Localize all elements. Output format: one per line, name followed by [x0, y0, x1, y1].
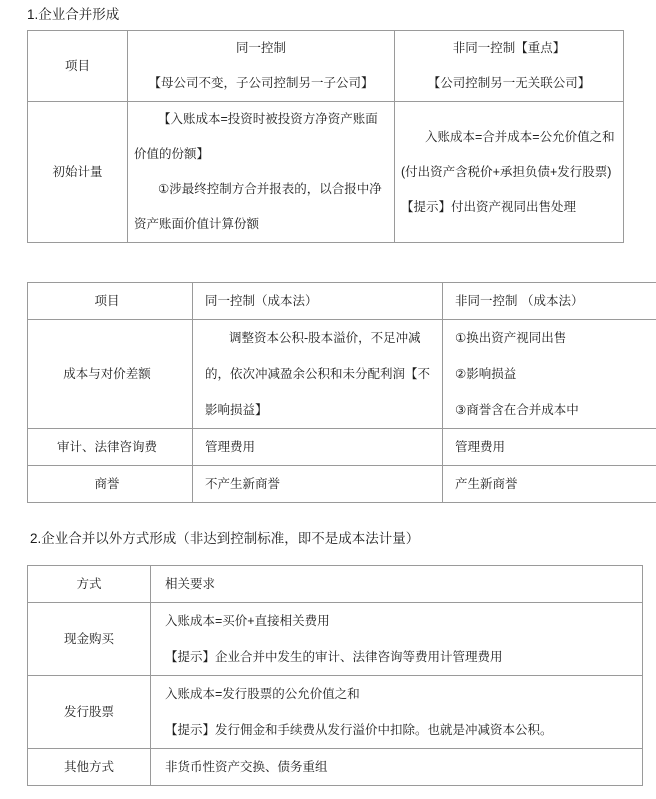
- table3-row-label-text: 现金购买: [63, 632, 114, 646]
- table2-cell-diff-control-p1: 产生新商誉: [455, 477, 518, 491]
- table3-cell-issue-shares-p1: 入账成本=发行股票的公允价值之和: [165, 687, 360, 701]
- table3-header-method-label: 方式: [76, 577, 102, 591]
- table2-header-diff-control: [443, 283, 656, 320]
- section-heading-1: 1.企业合并形成: [27, 7, 120, 22]
- table2-cell-same-control-p1: 不产生新商誉: [205, 477, 281, 491]
- table2-cell-diff-control-goodwill: [443, 466, 656, 503]
- table3-cell-issue-shares: [151, 676, 643, 749]
- table-row: [28, 283, 656, 320]
- table3-cell-other-methods: [151, 749, 643, 786]
- table2-cell-same-control-goodwill: [193, 466, 443, 503]
- table2-header-item: [28, 283, 193, 320]
- table1-row-label-initial-measurement: [28, 102, 128, 243]
- table1-cell-diff-control-initial: [395, 102, 624, 243]
- table1-header-item-label: 项目: [64, 58, 90, 73]
- table1-header-diff-control: [395, 31, 624, 102]
- table3-row-label-cash-purchase: [28, 603, 151, 676]
- table2-cell-diff-control-p3: ③商誉含在合并成本中: [455, 403, 579, 417]
- table2-cell-same-control-p1: 管理费用: [205, 440, 256, 454]
- table2-cell-same-control-audit-legal-fee: [193, 429, 443, 466]
- table3-row-label-issue-shares: [28, 676, 151, 749]
- table3-cell-issue-shares-p2: 【提示】发行佣金和手续费从发行溢价中扣除。也就是冲减资本公积。: [165, 723, 553, 737]
- table2-cell-diff-control-p1: ①换出资产视同出售: [455, 331, 567, 345]
- table-business-combination: [27, 30, 624, 243]
- table2-row-label-goodwill: [28, 466, 193, 503]
- table2-row-label-text: 成本与对价差额: [63, 367, 151, 381]
- section-heading-2: 2.企业合并以外方式形成（非达到控制标准，即不是成本法计量）: [30, 531, 420, 546]
- table2-row-label-text: 审计、法律咨询费: [56, 440, 157, 454]
- table2-row-label-text: 商誉: [94, 477, 120, 491]
- table-row: [28, 31, 624, 102]
- table3-row-label-text: 其他方式: [63, 760, 114, 774]
- table1-header-same-control-line2: 【母公司不变，子公司控制另一子公司】: [148, 76, 374, 90]
- table1-cell-same-control-p1: 【入账成本=投资时被投资方净资产账面价值的份额】: [134, 112, 378, 161]
- table-row: [28, 102, 624, 243]
- table-row: [28, 320, 656, 429]
- table1-header-diff-control-line1: 非同一控制【重点】: [452, 41, 566, 55]
- table2-cell-same-control-cost-difference: [193, 320, 443, 429]
- table-row: [28, 466, 656, 503]
- table2-header-item-label: 项目: [94, 294, 120, 308]
- table2-row-label-cost-difference: [28, 320, 193, 429]
- table-row: [28, 429, 656, 466]
- table1-row-label-text: 初始计量: [52, 164, 103, 179]
- table2-header-same-control-label: 同一控制（成本法）: [205, 294, 318, 308]
- table3-cell-other-methods-p1: 非货币性资产交换、债务重组: [165, 760, 328, 774]
- table3-cell-cash-purchase: [151, 603, 643, 676]
- table-row: [28, 749, 643, 786]
- table-row: [28, 603, 643, 676]
- table3-header-requirement-label: 相关要求: [165, 577, 216, 591]
- table2-row-label-audit-legal-fee: [28, 429, 193, 466]
- table2-cell-diff-control-p2: ②影响损益: [455, 367, 517, 381]
- table1-cell-same-control-p2: ①涉最终控制方合并报表的，以合报中净资产账面价值计算份额: [134, 182, 382, 231]
- table1-header-diff-control-line2: 【公司控制另一无关联公司】: [427, 76, 591, 90]
- table2-cell-diff-control-cost-difference: [443, 320, 656, 429]
- table2-cell-diff-control-p1: 管理费用: [455, 440, 506, 454]
- table1-cell-diff-control-p1: 入账成本=合并成本=公允价值之和 (付出资产含税价+承担负债+发行股票): [401, 129, 615, 179]
- table1-header-same-control-line1: 同一控制: [235, 41, 286, 55]
- table1-cell-diff-control-p2: 【提示】付出资产视同出售处理: [401, 199, 577, 214]
- table2-cell-diff-control-audit-legal-fee: [443, 429, 656, 466]
- table-row: [28, 676, 643, 749]
- table2-header-diff-control-label: 非同一控制 （成本法）: [455, 294, 584, 308]
- table3-row-label-other-methods: [28, 749, 151, 786]
- table3-header-method: [28, 566, 151, 603]
- table3-header-requirement: [151, 566, 643, 603]
- table1-header-item: [28, 31, 128, 102]
- table1-cell-same-control-initial: [128, 102, 395, 243]
- table3-cell-cash-purchase-p2: 【提示】企业合并中发生的审计、法律咨询等费用计管理费用: [165, 650, 503, 664]
- table2-header-same-control: [193, 283, 443, 320]
- table1-header-same-control: [128, 31, 395, 102]
- table-row: [28, 566, 643, 603]
- table-cost-method-comparison: [27, 282, 656, 503]
- table2-cell-same-control-p1: 调整资本公积-股本溢价，不足冲减的，依次冲减盈余公积和未分配利润【不影响损益】: [205, 331, 431, 417]
- table-non-combination-acquisition: [27, 565, 643, 786]
- table3-cell-cash-purchase-p1: 入账成本=买价+直接相关费用: [165, 614, 330, 628]
- table3-row-label-text: 发行股票: [63, 705, 114, 719]
